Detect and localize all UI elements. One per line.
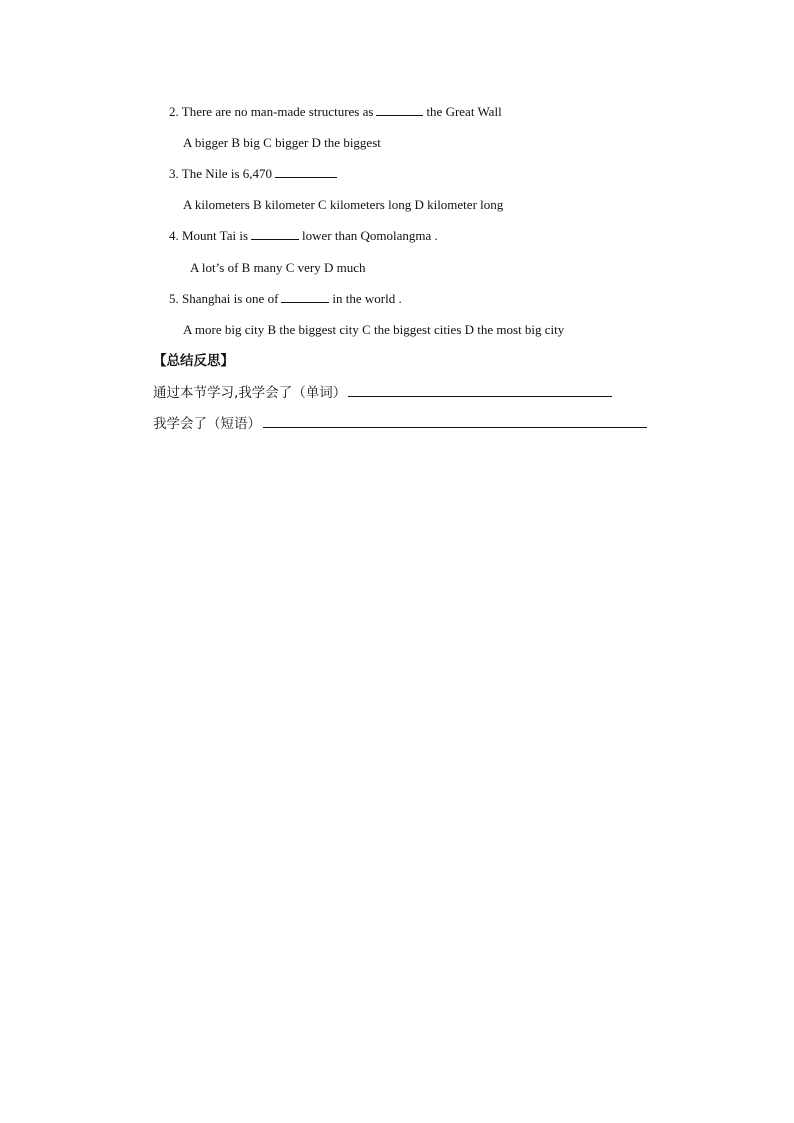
summary-words-prompt: 通过本节学习,我学会了（单词） [153,385,347,401]
question-5-stem [169,291,402,307]
question-2-options: A bigger B big C bigger D the biggest [183,135,381,150]
question-2-stem [169,104,502,120]
question-2-blank[interactable] [376,104,423,116]
question-3-text-before: 3. The Nile is 6,470 [169,166,273,181]
question-2-text-after: the Great Wall [426,104,502,119]
question-4-text-before: 4. Mount Tai is [169,228,249,243]
summary-words-blank[interactable] [348,385,612,397]
summary-phrases-prompt: 我学会了（短语） [153,416,261,432]
summary-heading: 【总结反思】 [153,353,234,369]
question-5-options: A more big city B the biggest city C the biggest cities D the most big city [183,322,565,337]
question-2-text-before: 2. There are no man-made structures as [169,104,374,119]
question-4-blank[interactable] [251,228,299,240]
question-3-stem [169,166,340,182]
summary-phrases-blank[interactable] [263,416,647,428]
question-3-blank[interactable] [275,166,337,178]
summary-phrases-line [153,416,650,432]
question-5-text-before: 5. Shanghai is one of [169,291,279,306]
summary-words-line [153,385,615,401]
question-5-text-after: in the world . [332,291,402,306]
question-4-stem [169,228,438,244]
question-3-options: A kilometers B kilometer C kilometers long D kilometer long [183,197,504,212]
question-4-text-after: lower than Qomolangma . [302,228,438,243]
question-5-blank[interactable] [281,291,329,303]
question-4-options: A lot’s of B many C very D much [190,260,366,275]
